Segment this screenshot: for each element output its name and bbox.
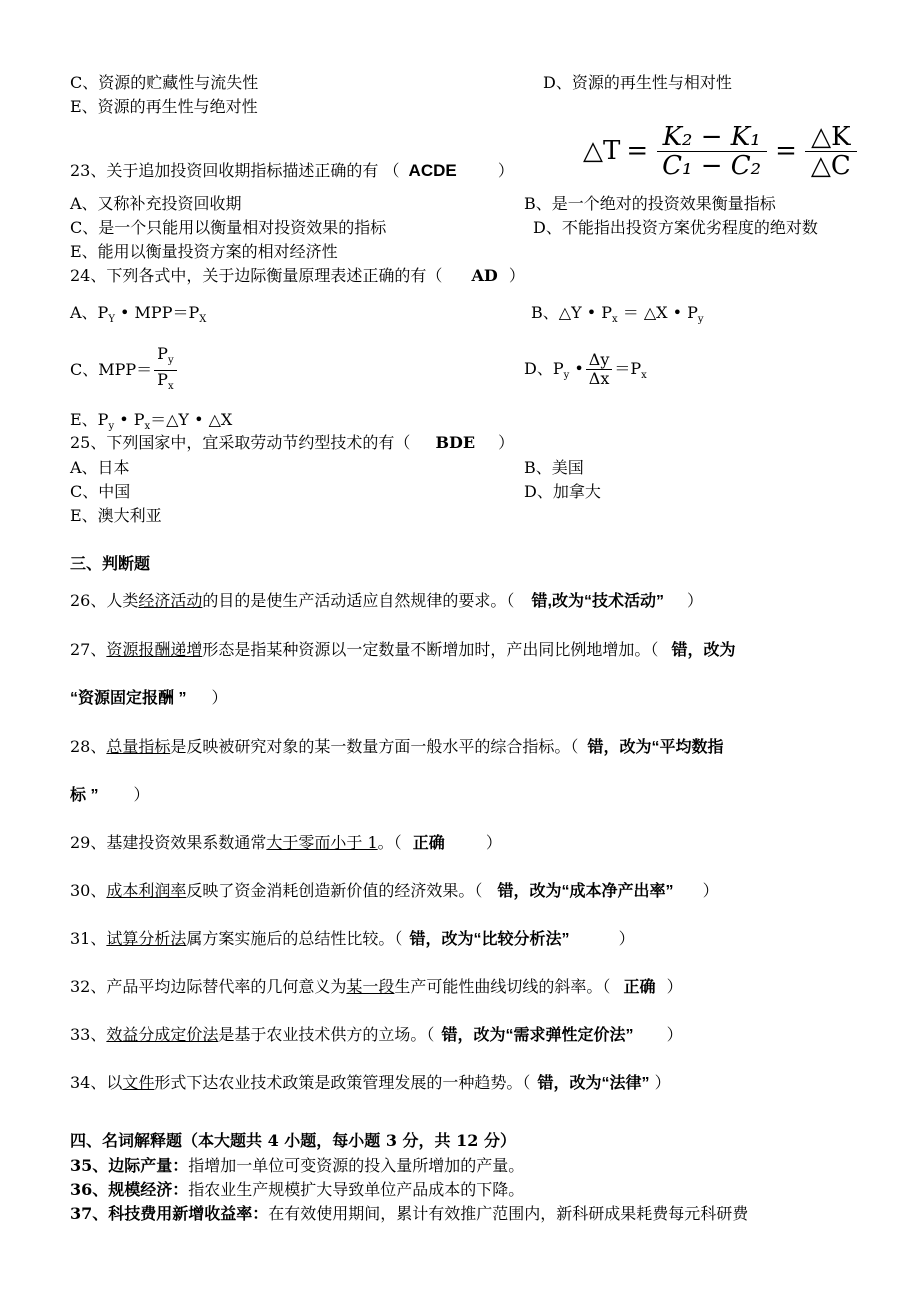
- q24-option-a: A、$P_Y$ • $MPP=P_X$: [70, 303, 207, 326]
- formula-den-1: C₁ − C₂: [662, 150, 762, 181]
- q27-underlined: 资源报酬递增: [106, 640, 203, 659]
- q29-close: ）: [485, 833, 502, 852]
- q31-post: 属方案实施后的总结性比较。（: [186, 929, 403, 948]
- q24-c-prefix: C、MPP＝: [70, 360, 153, 380]
- q30-underlined: 成本利润率: [106, 881, 187, 900]
- q24-d-suffix: $=P_x$: [614, 359, 647, 382]
- q26-pre: 26、人类: [70, 591, 139, 610]
- q35-definition: 指增加一单位可变资源的投入量所增加的产量。: [188, 1156, 525, 1175]
- q23-close: ）: [497, 161, 514, 180]
- q27-pre: 27、: [70, 640, 107, 659]
- q31-pre: 31、: [70, 929, 107, 948]
- q28-answer-part1: 错，改为“平均数指: [587, 739, 724, 756]
- q23-option-b: B、是一个绝对的投资效果衡量指标: [524, 194, 776, 213]
- q27-answer-part1: 错，改为: [671, 642, 736, 659]
- q24-option-e: E、$P_y$ • $P_x=\triangle Y$ • △X: [70, 410, 233, 433]
- q24-answer: AD: [471, 266, 498, 285]
- q28-underlined: 总量指标: [106, 737, 171, 756]
- q33-close: ）: [666, 1025, 683, 1044]
- q24-close: ）: [508, 266, 525, 285]
- q33-underlined: 效益分成定价法: [106, 1025, 219, 1044]
- q23-answer: ACDE: [408, 161, 457, 180]
- q22-option-d: D、资源的再生性与相对性: [543, 73, 732, 92]
- q24-stem-line: [70, 265, 525, 287]
- q27-post: 形态是指某种资源以一定数量不断增加时，产出同比例地增加。（: [202, 640, 659, 659]
- q30-post: 反映了资金消耗创造新价值的经济效果。（: [186, 881, 483, 900]
- judgment-q32: [70, 976, 683, 999]
- q37-definition: 在有效使用期间，累计有效推广范围内，新科研成果耗费每元科研费: [268, 1204, 749, 1223]
- q33-pre: 33、: [70, 1025, 107, 1044]
- judgment-q34: [70, 1072, 671, 1095]
- q35-term: 35、边际产量：: [70, 1156, 189, 1175]
- q33-post: 是基于农业技术供方的立场。（: [218, 1025, 435, 1044]
- q30-close: ）: [702, 881, 719, 900]
- q28-pre: 28、: [70, 737, 107, 756]
- q36-definition: 指农业生产规模扩大导致单位产品成本的下降。: [188, 1180, 525, 1199]
- q23-stem: 23、关于追加投资回收期指标描述正确的有 （: [70, 161, 400, 180]
- q27-close: ）: [211, 688, 228, 707]
- q26-post: 的目的是使生产活动适应自然规律的要求。（: [202, 591, 515, 610]
- q24-c-fraction: [154, 345, 176, 396]
- formula-eq-1: =: [626, 136, 649, 166]
- q25-option-e: E、澳大利亚: [70, 506, 162, 525]
- q34-close: ）: [654, 1073, 671, 1092]
- term-q37: [70, 1203, 748, 1225]
- q22-option-e: E、资源的再生性与绝对性: [70, 97, 258, 116]
- q24-c-den: $P_x$: [157, 370, 174, 393]
- q23-option-d: D、不能指出投资方案优劣程度的绝对数: [533, 218, 818, 237]
- judgment-q27: [70, 639, 736, 662]
- term-q36: [70, 1179, 524, 1201]
- judgment-q28-cont: [70, 784, 150, 807]
- q25-stem-line: [70, 432, 514, 454]
- q25-option-a: A、日本: [70, 458, 130, 477]
- q32-post: 生产可能性曲线切线的斜率。（: [394, 977, 611, 996]
- q25-option-c: C、中国: [70, 482, 131, 501]
- q34-answer: 错，改为“法律”: [537, 1075, 650, 1092]
- q25-option-b: B、美国: [524, 458, 584, 477]
- q24-option-b: B、△Y • $P_x$ ＝ △X • $P_y$: [531, 303, 704, 326]
- q23-option-e: E、能用以衡量投资方案的相对经济性: [70, 242, 338, 261]
- section-3-title: 三、判断题: [70, 556, 151, 573]
- q36-term: 36、规模经济：: [70, 1180, 189, 1199]
- q24-c-num: $P_y$: [154, 345, 176, 371]
- q25-stem: 25、下列国家中，宜采取劳动节约型技术的有（: [70, 433, 411, 452]
- judgment-q28: [70, 736, 724, 759]
- formula-lhs: △T: [583, 136, 621, 166]
- q22-option-c: C、资源的贮藏性与流失性: [70, 73, 259, 92]
- q24-d-fraction: [586, 351, 613, 388]
- formula-eq-2: =: [775, 136, 797, 166]
- q24-d-den: Δx: [588, 369, 610, 388]
- q29-pre: 29、基建投资效果系数通常: [70, 833, 267, 852]
- judgment-q26: [70, 590, 703, 613]
- q26-close: ）: [687, 591, 704, 610]
- judgment-q33: [70, 1024, 683, 1047]
- q24-d-num: Δy: [586, 351, 613, 370]
- q23-option-a: A、又称补充投资回收期: [70, 194, 242, 213]
- q31-underlined: 试算分析法: [106, 929, 187, 948]
- q24-stem: 24、下列各式中，关于边际衡量原理表述正确的有（: [70, 266, 443, 285]
- judgment-q27-cont: [70, 687, 228, 710]
- q23-option-c: C、是一个只能用以衡量相对投资效果的指标: [70, 218, 387, 237]
- q29-underlined: 大于零而小于 1: [266, 833, 378, 852]
- q24-option-c: [70, 345, 179, 396]
- q32-pre: 32、产品平均边际替代率的几何意义为: [70, 977, 347, 996]
- q26-answer: 错,改为“技术活动”: [531, 593, 664, 610]
- q34-pre: 34、以: [70, 1073, 123, 1092]
- q28-post: 是反映被研究对象的某一数量方面一般水平的综合指标。（: [170, 737, 579, 756]
- q23-stem-line: [70, 160, 514, 182]
- q27-answer-part2: “资源固定报酬 ”: [70, 690, 187, 707]
- q32-close: ）: [666, 977, 683, 996]
- formula-incremental-payback: [583, 118, 859, 184]
- formula-fraction-1: [656, 123, 767, 180]
- q31-close: ）: [618, 929, 635, 948]
- q29-post: 。（: [377, 833, 402, 852]
- q33-answer: 错，改为“需求弹性定价法”: [441, 1027, 634, 1044]
- formula-num-2: △K: [805, 123, 856, 152]
- formula-den-2: △C: [810, 150, 851, 181]
- section-4-title: 四、名词解释题（本大题共 4 小题，每小题 3 分，共 12 分）: [70, 1131, 516, 1150]
- q29-answer: 正确: [412, 835, 445, 852]
- term-q35: [70, 1155, 524, 1177]
- q24-option-d: [524, 345, 647, 400]
- q34-post: 形式下达农业技术政策是政策管理发展的一种趋势。（: [154, 1073, 531, 1092]
- judgment-q29: [70, 832, 502, 855]
- q26-underlined: 经济活动: [138, 591, 203, 610]
- q34-underlined: 文件: [122, 1073, 155, 1092]
- q25-answer: BDE: [435, 433, 476, 452]
- q30-pre: 30、: [70, 881, 107, 900]
- q37-term: 37、科技费用新增收益率：: [70, 1204, 269, 1223]
- q32-answer: 正确: [623, 979, 656, 996]
- judgment-q31: [70, 928, 635, 951]
- q28-close: ）: [133, 785, 150, 804]
- judgment-q30: [70, 880, 719, 903]
- formula-fraction-2: [805, 123, 857, 180]
- formula-num-1: K₂ − K₁: [657, 123, 767, 152]
- q28-answer-part2: 标 ”: [70, 787, 99, 804]
- q25-option-d: D、加拿大: [524, 482, 601, 501]
- q32-underlined: 某一段: [346, 977, 395, 996]
- q25-close: ）: [498, 433, 515, 452]
- q31-answer: 错，改为“比较分析法”: [409, 931, 570, 948]
- q30-answer: 错，改为“成本净产出率”: [497, 883, 674, 900]
- q24-d-prefix: D、$P_y$ •: [524, 359, 584, 382]
